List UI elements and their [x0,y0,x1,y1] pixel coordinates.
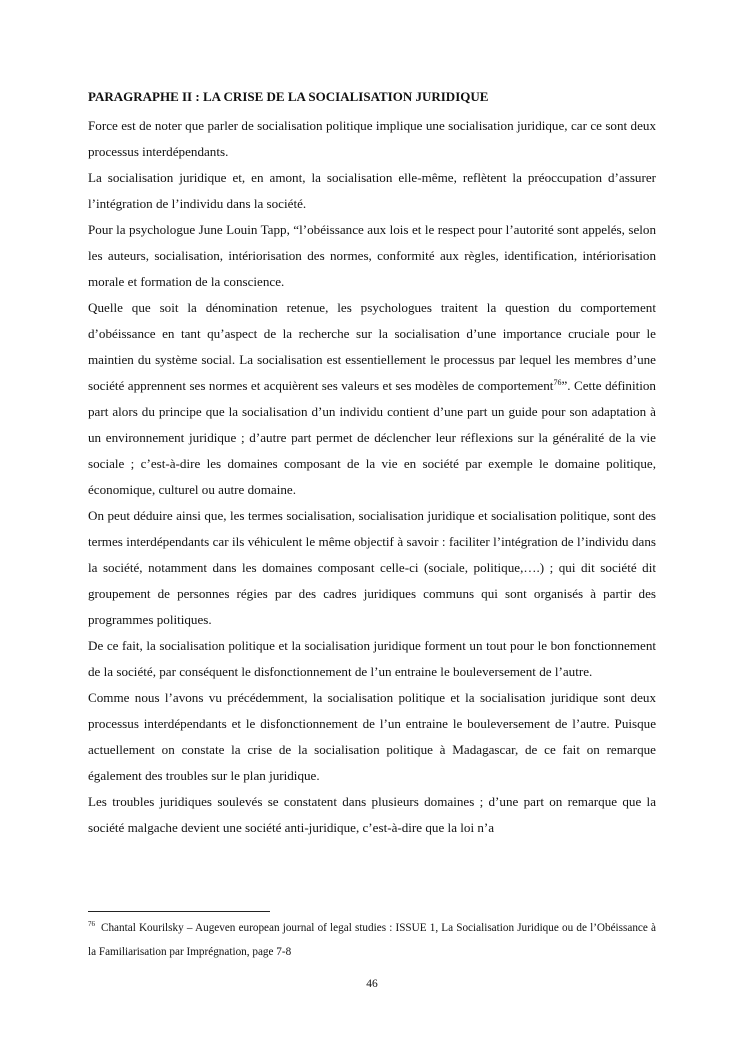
paragraph-4 [88,295,656,503]
paragraph-2: La socialisation juridique et, en amont, la socialisation elle-même, reflètent la préoccupation d’assurer l’intégration de l’individu dans la société. [88,170,656,211]
paragraph-4-part-2: ”. Cette définition part alors du principe que la socialisation d’un individu contient d’une part un guide pour son adaptation à un environnement juridique ; d’autre part permet de déclencher leur réflexions sur la généralité de la vie sociale ; c’est-à-dire les domaines composant de la vie en société par exemple le domaine politique, économique, culturel ou autre domaine. [88,378,656,497]
body-text [88,113,656,841]
section-heading: PARAGRAPHE II : LA CRISE DE LA SOCIALISATION JURIDIQUE [88,89,489,104]
paragraph-7: Comme nous l’avons vu précédemment, la socialisation politique et la socialisation juridique sont deux processus interdépendants et le disfonctionnement de l’un entraine le bouleversement de l’autre. Puisque actuellement on constate la crise de la socialisation politique à Madagascar, de ce fait on remarque également des troubles sur le plan juridique. [88,690,656,783]
paragraph-8: Les troubles juridiques soulevés se constatent dans plusieurs domaines ; d’une part on remarque que la société malgache devient une société anti-juridique, c’est-à-dire que la loi n’a [88,794,656,835]
footnote-divider [88,911,270,912]
footnote-reference[interactable]: 76 [553,378,562,387]
footnote-text: Chantal Kourilsky – Augeven european journal of legal studies : ISSUE 1, La Socialisation Juridique ou de l’Obéissance à la Familiarisation par Imprégnation, page 7-8 [88,922,656,958]
paragraph-1: Force est de noter que parler de socialisation politique implique une socialisation juridique, car ce sont deux processus interdépendants. [88,118,656,159]
paragraph-6: De ce fait, la socialisation politique et la socialisation juridique forment un tout pour le bon fonctionnement de la société, par conséquent le disfonctionnement de l’un entraine le bouleversement de l’autre. [88,638,656,679]
footnote-number: 76 [88,920,95,928]
paragraph-3: Pour la psychologue June Louin Tapp, “l’obéissance aux lois et le respect pour l’autorité sont appelés, selon les auteurs, socialisation, intériorisation des normes, conformité aux règles, identification, intériorisation morale et formation de la conscience. [88,222,656,289]
page-number: 46 [366,978,378,990]
footnote [88,916,656,964]
paragraph-5: On peut déduire ainsi que, les termes socialisation, socialisation juridique et socialisation politique, sont des termes interdépendants car ils véhiculent le même objectif à savoir : faciliter l’intégration de l’individu dans la société, notamment dans les domaines composant celle-ci (sociale, politique,….) ; qui dit société dit groupement de personnes régies par des cadres juridiques communs qui sont organisés à partir des programmes politiques. [88,508,656,627]
paragraph-4-part-1: Quelle que soit la dénomination retenue, les psychologues traitent la question du comportement d’obéissance en tant qu’aspect de la recherche sur la socialisation d’une importance cruciale pour le maintien du système social. La socialisation est essentiellement le processus par lequel les membres d’une société apprennent ses normes et acquièrent ses valeurs et ses modèles de comportement [88,300,656,393]
